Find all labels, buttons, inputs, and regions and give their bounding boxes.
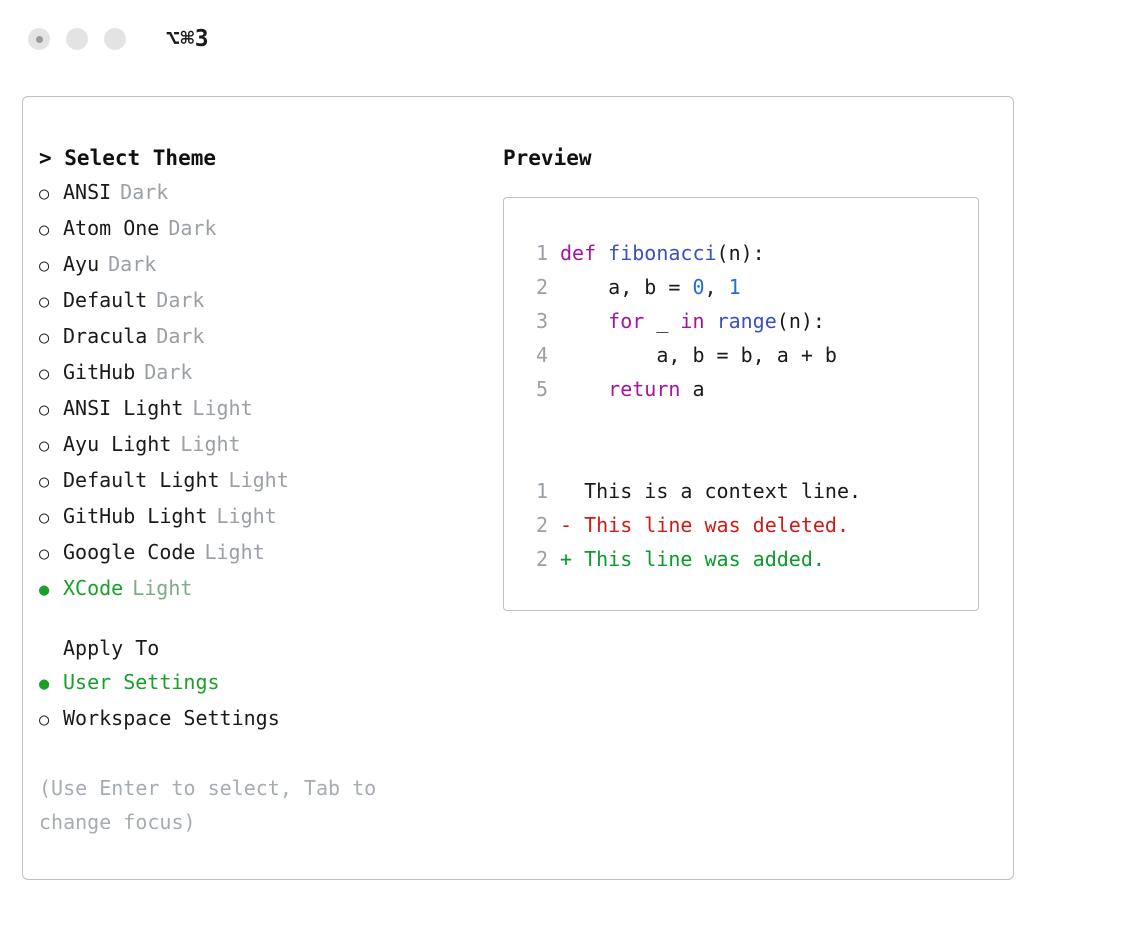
theme-variant: Dark xyxy=(144,360,193,384)
preview-box xyxy=(503,197,979,611)
code-token: , xyxy=(704,275,729,299)
radio-unselected-icon[interactable]: ○ xyxy=(39,400,50,420)
radio-unselected-icon[interactable]: ○ xyxy=(39,364,50,384)
keyboard-hint-text: (Use Enter to select, Tab to change focus) xyxy=(39,776,377,834)
apply-to-option-label: User Settings xyxy=(63,670,220,694)
radio-unselected-icon[interactable]: ○ xyxy=(39,256,50,276)
theme-name: Default Light xyxy=(63,468,220,492)
window-dot-active-icon[interactable] xyxy=(28,28,50,50)
theme-name: GitHub Light xyxy=(63,504,208,528)
diff-line-deleted xyxy=(504,508,978,542)
diff-text: This is a context line. xyxy=(572,479,862,503)
code-token: for xyxy=(608,309,645,333)
theme-item-default[interactable] xyxy=(39,283,485,319)
radio-unselected-icon[interactable]: ○ xyxy=(39,508,50,528)
theme-name: Atom One xyxy=(63,216,160,240)
radio-unselected-icon[interactable]: ○ xyxy=(39,710,50,730)
code-line-3 xyxy=(504,304,978,338)
window-dot-icon-3[interactable] xyxy=(104,28,126,50)
theme-name: ANSI Light xyxy=(63,396,184,420)
code-token: (n): xyxy=(716,241,765,265)
diff-marker: + xyxy=(560,547,573,571)
radio-selected-icon[interactable]: ● xyxy=(39,674,50,694)
theme-name: Dracula xyxy=(63,324,148,348)
code-token: 0 xyxy=(692,275,705,299)
radio-unselected-icon[interactable]: ○ xyxy=(39,544,50,564)
theme-variant: Light xyxy=(228,468,289,492)
theme-item-ansi[interactable] xyxy=(39,175,485,211)
theme-item-github-light[interactable] xyxy=(39,499,485,535)
apply-to-list[interactable] xyxy=(39,665,485,737)
code-spacer xyxy=(504,406,978,440)
theme-item-github[interactable] xyxy=(39,355,485,391)
theme-variant: Dark xyxy=(108,252,157,276)
code-token: return xyxy=(608,377,681,401)
apply-to-option-label: Workspace Settings xyxy=(63,706,280,730)
diff-line-context xyxy=(504,474,978,508)
theme-variant: Dark xyxy=(120,180,169,204)
line-number: 1 xyxy=(535,479,548,503)
code-token: _ xyxy=(644,309,681,333)
line-number: 2 xyxy=(535,547,548,571)
keyboard-shortcut-label: ⌥⌘3 xyxy=(166,26,210,52)
code-token xyxy=(560,372,608,406)
theme-variant: Light xyxy=(132,576,193,600)
theme-variant: Light xyxy=(216,504,277,528)
radio-selected-icon[interactable]: ● xyxy=(39,580,50,600)
code-token xyxy=(705,304,717,338)
code-line-4 xyxy=(504,338,978,372)
window-controls[interactable] xyxy=(28,28,126,50)
theme-item-ayu-light[interactable] xyxy=(39,427,485,463)
title-bar xyxy=(0,0,1140,78)
code-line-2 xyxy=(504,270,978,304)
select-theme-heading: > Select Theme xyxy=(39,146,217,170)
radio-unselected-icon[interactable]: ○ xyxy=(39,436,50,456)
theme-variant: Light xyxy=(180,432,241,456)
theme-name: Ayu xyxy=(63,252,100,276)
code-token xyxy=(560,304,608,338)
theme-item-dracula[interactable] xyxy=(39,319,485,355)
line-number: 1 xyxy=(535,241,548,265)
diff-text: This line was added. xyxy=(572,547,825,571)
radio-unselected-icon[interactable]: ○ xyxy=(39,292,50,312)
diff-text: This line was deleted. xyxy=(572,513,849,537)
line-number: 2 xyxy=(535,513,548,537)
radio-unselected-icon[interactable]: ○ xyxy=(39,472,50,492)
line-number: 4 xyxy=(535,343,548,367)
theme-name: GitHub xyxy=(63,360,136,384)
theme-name: Google Code xyxy=(63,540,196,564)
line-number: 2 xyxy=(535,275,548,299)
line-number: 5 xyxy=(535,377,548,401)
theme-item-ayu[interactable] xyxy=(39,247,485,283)
theme-variant: Light xyxy=(192,396,253,420)
theme-list-column xyxy=(23,141,485,839)
code-token: fibonacci xyxy=(608,241,717,265)
theme-name: Default xyxy=(63,288,148,312)
preview-column xyxy=(485,141,1013,839)
theme-variant: Dark xyxy=(156,288,205,312)
code-token: range xyxy=(716,309,777,333)
code-line-5 xyxy=(504,372,978,406)
code-token: a xyxy=(680,377,705,401)
theme-name: XCode xyxy=(63,576,124,600)
theme-name: ANSI xyxy=(63,180,112,204)
code-spacer-2 xyxy=(504,440,978,474)
diff-marker xyxy=(560,474,572,508)
theme-item-ansi-light[interactable] xyxy=(39,391,485,427)
theme-selector-panel xyxy=(22,96,1014,880)
theme-list[interactable] xyxy=(39,175,485,607)
apply-to-workspace-settings[interactable] xyxy=(39,701,485,737)
radio-unselected-icon[interactable]: ○ xyxy=(39,220,50,240)
window-dot-icon-2[interactable] xyxy=(66,28,88,50)
code-token: def xyxy=(560,241,609,265)
preview-heading: Preview xyxy=(503,146,592,170)
theme-variant: Light xyxy=(204,540,265,564)
theme-variant: Dark xyxy=(168,216,217,240)
theme-item-default-light[interactable] xyxy=(39,463,485,499)
theme-item-atom-one[interactable] xyxy=(39,211,485,247)
theme-name: Ayu Light xyxy=(63,432,172,456)
theme-item-xcode[interactable] xyxy=(39,571,485,607)
radio-unselected-icon[interactable]: ○ xyxy=(39,328,50,348)
code-token: 1 xyxy=(728,275,741,299)
apply-to-label: Apply To xyxy=(63,636,160,660)
code-token: (n): xyxy=(776,309,825,333)
apply-to-user-settings[interactable] xyxy=(39,665,485,701)
line-number: 3 xyxy=(535,309,548,333)
diff-marker: - xyxy=(560,513,573,537)
diff-line-added xyxy=(504,542,978,576)
code-token: in xyxy=(680,309,705,333)
code-token: a, b = xyxy=(560,275,693,299)
theme-variant: Dark xyxy=(156,324,205,348)
radio-unselected-icon[interactable]: ○ xyxy=(39,184,50,204)
code-token: a, b = b, a + b xyxy=(560,343,837,367)
theme-item-google-code[interactable] xyxy=(39,535,485,571)
code-line-1 xyxy=(504,236,978,270)
